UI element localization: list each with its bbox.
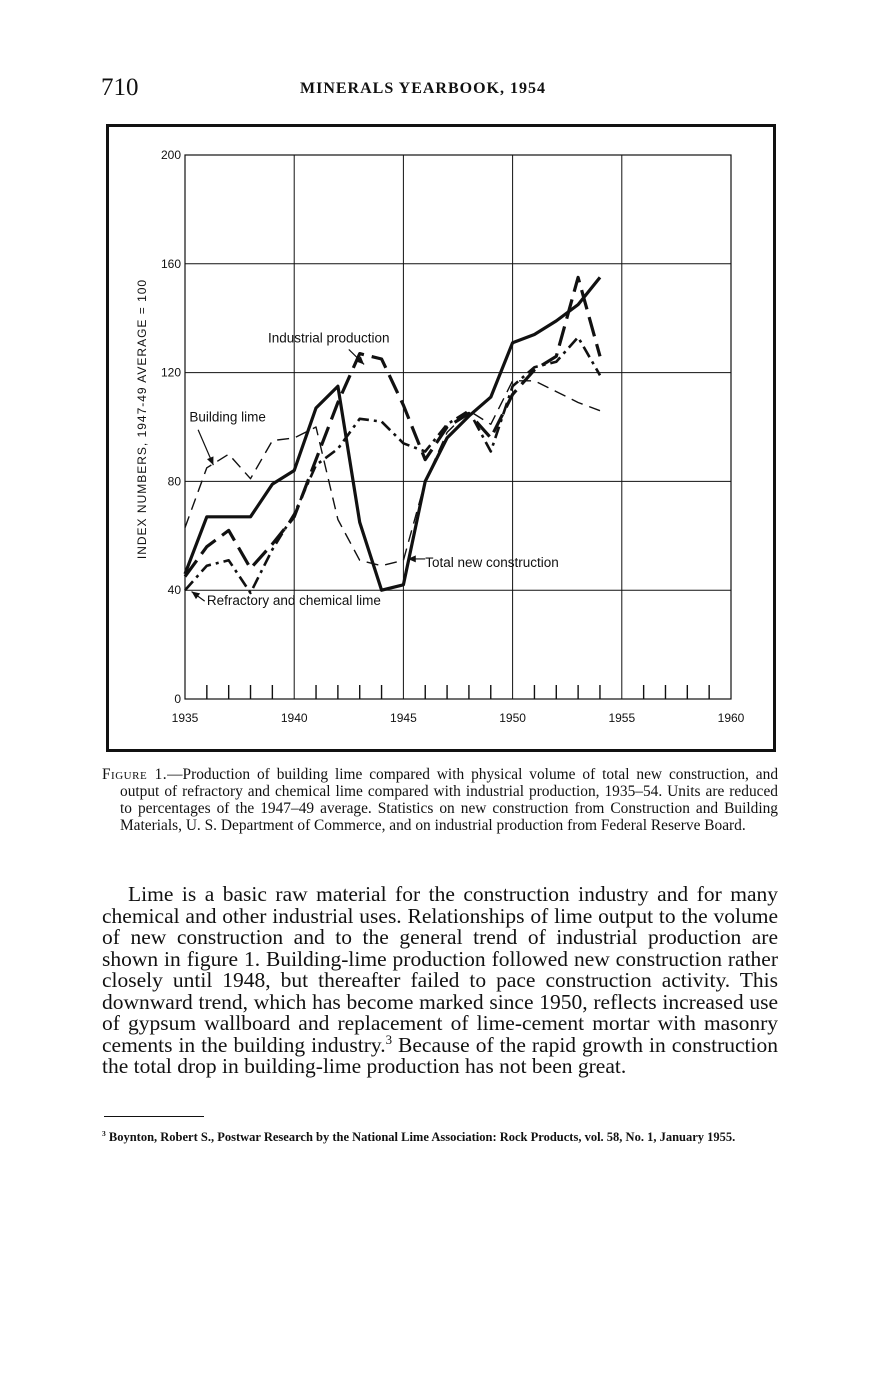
x-tick-label: 1955 xyxy=(608,711,636,725)
series-line-total-new-construction xyxy=(185,277,600,590)
annotation-arrowhead xyxy=(192,592,201,600)
figure-1-chart xyxy=(106,124,770,746)
series-line-industrial-production xyxy=(185,277,600,576)
x-tick-label: 1945 xyxy=(390,711,417,725)
body-paragraph xyxy=(102,884,778,1078)
annotation-label: Refractory and chemical lime xyxy=(206,593,381,609)
x-tick-label: 1960 xyxy=(717,711,745,725)
y-tick-label: 120 xyxy=(160,365,181,380)
body-text-part-a: Lime is a basic raw material for the construction industry and for many chemical and other industrial uses. Relationships of lime output to the volume of new construction and to the general trend of industrial production are shown in figure 1. Building-lime production followed new construction rather closely until 1948, but thereafter failed to pace construction activity. This downward trend, which has become marked since 1950, reflects increased use of gypsum wallboard and replacement of lime-cement mortar with masonry cements in the building industry. xyxy=(102,882,778,1057)
figure-caption xyxy=(102,766,778,834)
footnote-reference: 3 xyxy=(385,1032,393,1047)
y-axis-label: INDEX NUMBERS, 1947-49 AVERAGE = 100 xyxy=(135,278,149,560)
page-number: 710 xyxy=(101,74,139,101)
footnote-marker: 3 xyxy=(102,1128,106,1138)
x-tick-label: 1935 xyxy=(171,711,199,725)
series-line-building-lime xyxy=(185,381,600,566)
y-tick-label: 200 xyxy=(160,148,181,162)
chart-series xyxy=(185,277,600,593)
y-tick-label: 160 xyxy=(160,256,181,271)
footnote xyxy=(102,1130,778,1144)
annotation-label: Industrial production xyxy=(267,330,390,346)
footnote-divider xyxy=(104,1116,204,1117)
caption-label: Figure 1. xyxy=(102,766,168,783)
x-tick-label: 1950 xyxy=(499,711,526,725)
annotation-label: Total new construction xyxy=(425,555,559,571)
y-tick-label: 0 xyxy=(174,692,181,706)
y-tick-label: 40 xyxy=(167,583,181,598)
body-text-part-b: Because of the rapid growth in construction the total drop in building-lime production has not been great. xyxy=(102,1032,778,1078)
footnote-text: Boynton, Robert S., Postwar Research by the National Lime Association: Rock Products, vol. 58, No. 1, January 1955. xyxy=(105,1130,736,1144)
caption-text: —Production of building lime compared with physical volume of total new construction, and output of refractory and chemical lime compared with industrial production, 1935–54. Units are reduced to percentages of the 1947–49 average. Statistics on new construction from Construction and Building Materials, U. S. Department of Commerce, and on industrial production from Federal Reserve Board. xyxy=(120,766,779,834)
y-tick-label: 80 xyxy=(167,474,181,489)
annotation-label: Building lime xyxy=(189,409,266,425)
running-head: MINERALS YEARBOOK, 1954 xyxy=(300,80,546,97)
x-tick-label: 1940 xyxy=(280,711,308,725)
